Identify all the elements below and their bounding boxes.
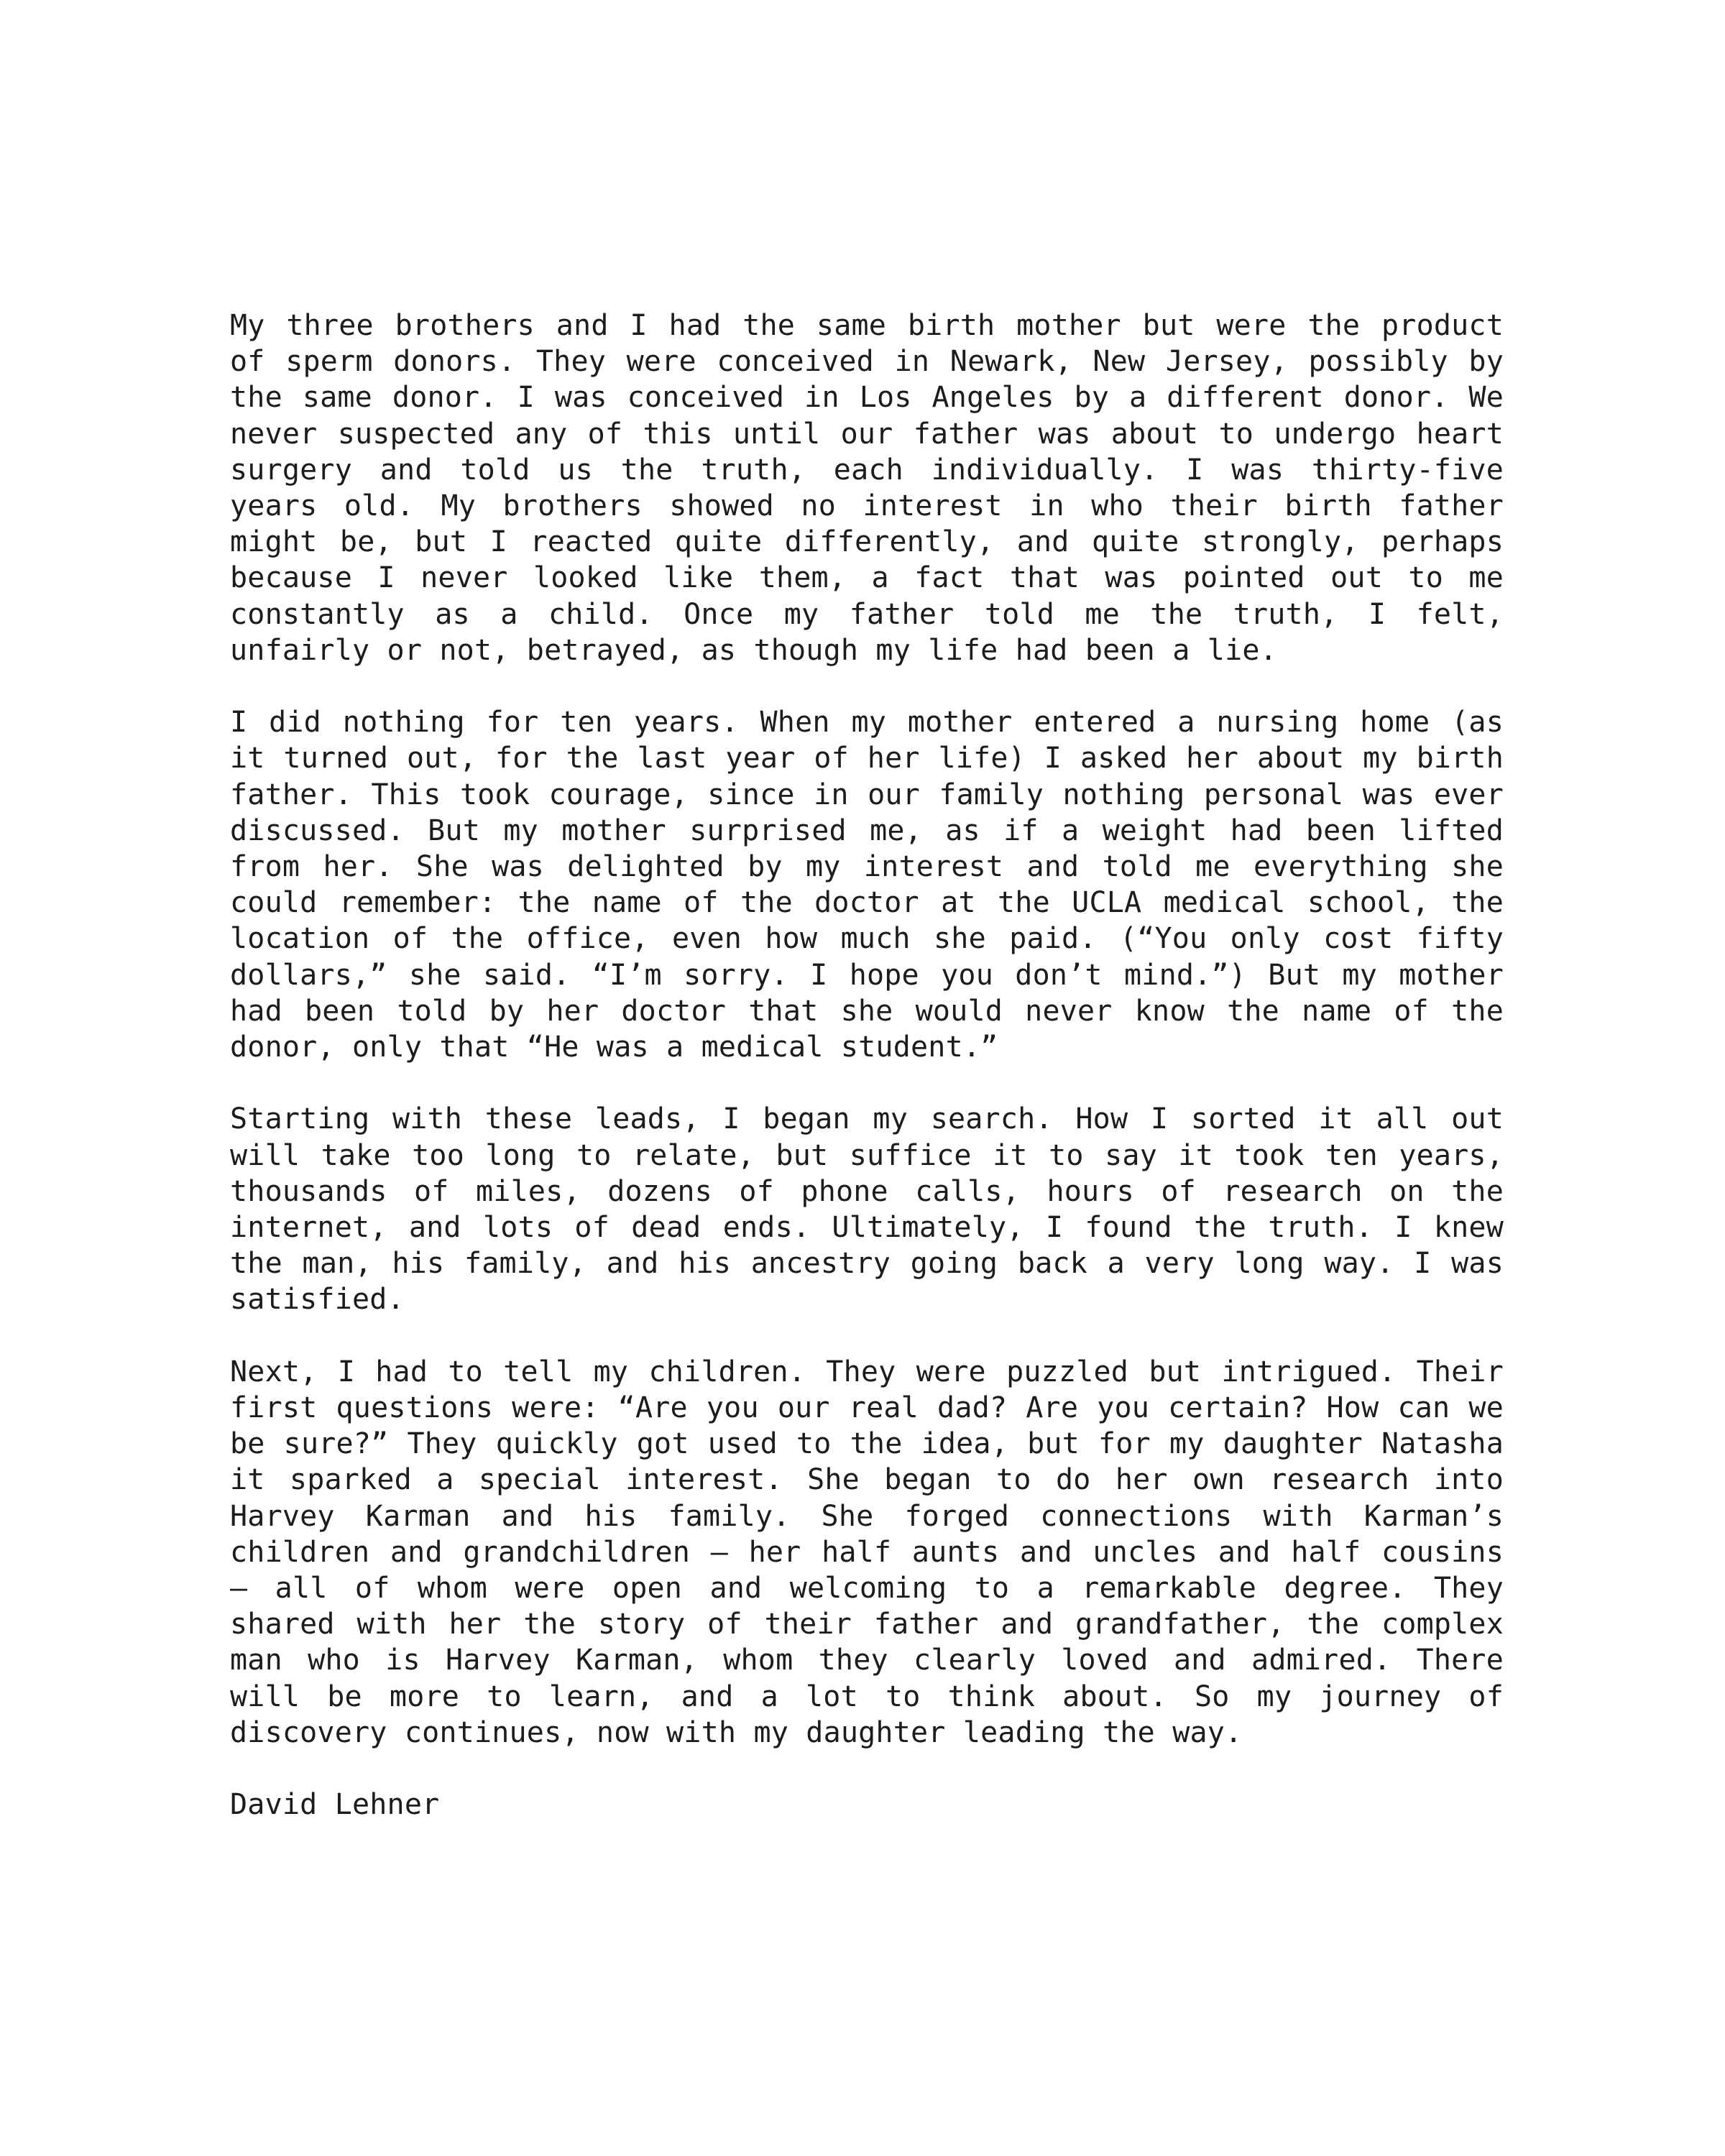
author-signature: David Lehner (230, 1788, 440, 1822)
paragraph-1: My three brothers and I had the same birth mother but were the product of sperm donors. They were conceived in Newark, New Jersey, possibly by the same donor. I was conceived in Los Angeles by a different donor. We never suspected any of this until our father was about to undergo heart surgery and told us the truth, each individually. I was thirty-five years old. My brothers showed no interest in who their birth father might be, but I reacted quite differently, and quite strongly, perhaps because I never looked like them, a fact that was pointed out to me constantly as a child. Once my father told me the truth, I felt, unfairly or not, betrayed, as though my life had been a lie. (230, 309, 1504, 667)
paragraph-3: Starting with these leads, I began my search. How I sorted it all out will take too long to relate, but suffice it to say it took ten years, thousands of miles, dozens of phone calls, hours of research on the internet, and lots of dead ends. Ultimately, I found the truth. I knew the man, his family, and his ancestry going back a very long way. I was satisfied. (230, 1102, 1504, 1317)
document-body (230, 308, 1504, 1823)
paragraph-2: I did nothing for ten years. When my mother entered a nursing home (as it turned out, for the last year of her life) I asked her about my birth father. This took courage, since in our family nothing personal was ever discussed. But my mother surprised me, as if a weight had been lifted from her. She was delighted by my interest and told me everything she could remember: the name of the doctor at the UCLA medical school, the location of the office, even how much she paid. (“You only cost fifty dollars,” she said. “I’m sorry. I hope you don’t mind.”) But my mother had been told by her doctor that she would never know the name of the donor, only that “He was a medical student.” (230, 706, 1504, 1064)
paragraph-4: Next, I had to tell my children. They were puzzled but intrigued. Their first questions were: “Are you our real dad? Are you certain? How can we be sure?” They quickly got used to the idea, but for my daughter Natasha it sparked a special interest. She began to do her own research into Harvey Karman and his family. She forged connections with Karman’s children and grandchildren — her half aunts and uncles and half cousins — all of whom were open and welcoming to a remarkable degree. They shared with her the story of their father and grandfather, the complex man who is Harvey Karman, whom they clearly loved and admired. There will be more to learn, and a lot to think about. So my journey of discovery continues, now with my daughter leading the way. (230, 1355, 1504, 1749)
